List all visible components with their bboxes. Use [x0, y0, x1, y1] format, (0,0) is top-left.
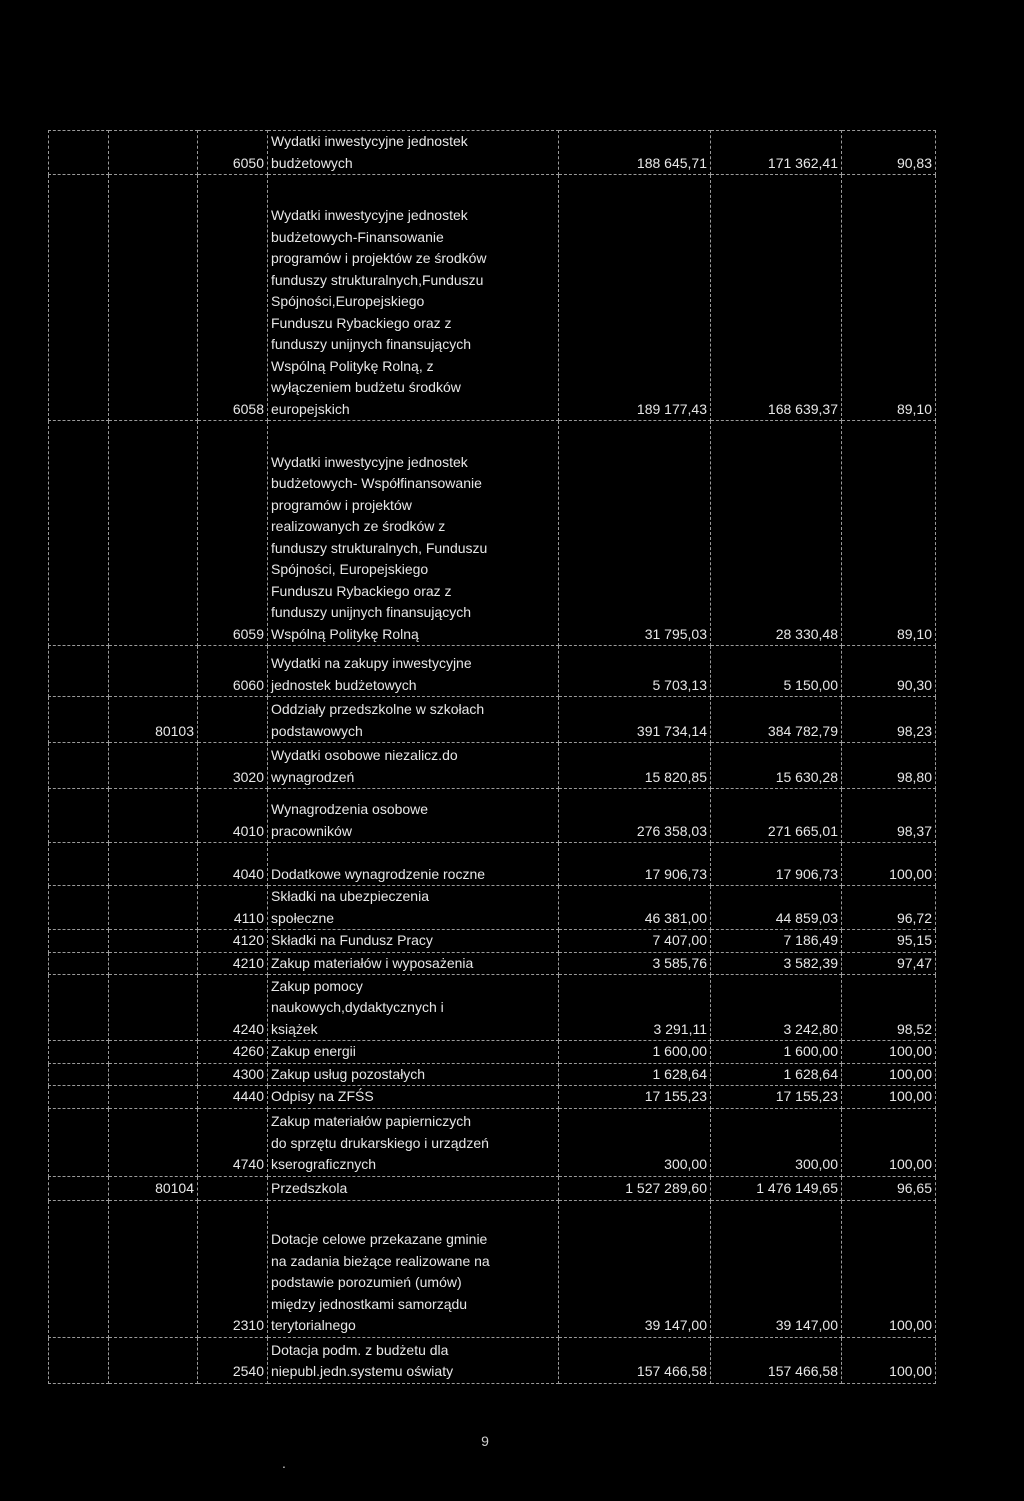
- plan-cell: 7 407,00: [559, 930, 711, 953]
- paragraf-cell: 6059: [198, 421, 268, 646]
- dzial-cell: [49, 1041, 109, 1064]
- paragraf-cell: [198, 1176, 268, 1200]
- procent-cell: 100,00: [842, 1200, 936, 1337]
- nazwa-cell: Zakup pomocy naukowych,dydaktycznych i książek: [268, 975, 559, 1041]
- table-row: [49, 1041, 936, 1064]
- paragraf-cell: 2540: [198, 1337, 268, 1383]
- dzial-cell: [49, 1200, 109, 1337]
- rozdzial-cell: [109, 952, 198, 975]
- rozdzial-cell: [109, 1108, 198, 1176]
- dzial-cell: [49, 421, 109, 646]
- wykonanie-cell: 44 859,03: [711, 886, 842, 930]
- dzial-cell: [49, 789, 109, 843]
- rozdzial-cell: [109, 743, 198, 789]
- paragraf-cell: 4210: [198, 952, 268, 975]
- procent-cell: 89,10: [842, 175, 936, 421]
- paragraf-cell: 4440: [198, 1086, 268, 1109]
- plan-cell: 3 291,11: [559, 975, 711, 1041]
- plan-cell: 3 585,76: [559, 952, 711, 975]
- table-row: [49, 421, 936, 646]
- wykonanie-cell: 168 639,37: [711, 175, 842, 421]
- wykonanie-cell: 17 155,23: [711, 1086, 842, 1109]
- nazwa-cell: Wydatki inwestycyjne jednostek budżetowych- Współfinansowanie programów i projektów realizowanych ze środków z funduszy strukturalnych, Funduszu Spójności, Europejskiego Funduszu Rybackiego oraz z funduszy unijnych finansujących Wspólną Politykę Rolną: [268, 421, 559, 646]
- nazwa-cell: Zakup usług pozostałych: [268, 1063, 559, 1086]
- wykonanie-cell: 271 665,01: [711, 789, 842, 843]
- paragraf-cell: [198, 697, 268, 743]
- dzial-cell: [49, 697, 109, 743]
- dzial-cell: [49, 1108, 109, 1176]
- paragraf-cell: 4110: [198, 886, 268, 930]
- procent-cell: 98,23: [842, 697, 936, 743]
- procent-cell: 98,80: [842, 743, 936, 789]
- wykonanie-cell: 1 628,64: [711, 1063, 842, 1086]
- nazwa-cell: Wydatki osobowe niezalicz.do wynagrodzeń: [268, 743, 559, 789]
- procent-cell: 90,83: [842, 131, 936, 175]
- dzial-cell: [49, 1337, 109, 1383]
- rozdzial-cell: 80104: [109, 1176, 198, 1200]
- table-row: [49, 1063, 936, 1086]
- plan-cell: 5 703,13: [559, 646, 711, 697]
- rozdzial-cell: [109, 975, 198, 1041]
- table-row: [49, 1200, 936, 1337]
- procent-cell: 100,00: [842, 1063, 936, 1086]
- table-row: [49, 175, 936, 421]
- nazwa-cell: Składki na Fundusz Pracy: [268, 930, 559, 953]
- procent-cell: 98,52: [842, 975, 936, 1041]
- plan-cell: 189 177,43: [559, 175, 711, 421]
- wykonanie-cell: 1 600,00: [711, 1041, 842, 1064]
- nazwa-cell: Wydatki na zakupy inwestycyjne jednostek budżetowych: [268, 646, 559, 697]
- nazwa-cell: Wynagrodzenia osobowe pracowników: [268, 789, 559, 843]
- table-row: [49, 131, 936, 175]
- rozdzial-cell: [109, 886, 198, 930]
- paragraf-cell: 4260: [198, 1041, 268, 1064]
- nazwa-cell: Dodatkowe wynagrodzenie roczne: [268, 843, 559, 886]
- nazwa-cell: Oddziały przedszkolne w szkołach podstawowych: [268, 697, 559, 743]
- plan-cell: 39 147,00: [559, 1200, 711, 1337]
- wykonanie-cell: 17 906,73: [711, 843, 842, 886]
- table-row: [49, 975, 936, 1041]
- dzial-cell: [49, 646, 109, 697]
- table-row: [49, 1108, 936, 1176]
- table-row: [49, 952, 936, 975]
- procent-cell: 98,37: [842, 789, 936, 843]
- wykonanie-cell: 171 362,41: [711, 131, 842, 175]
- plan-cell: 1 628,64: [559, 1063, 711, 1086]
- plan-cell: 15 820,85: [559, 743, 711, 789]
- dzial-cell: [49, 952, 109, 975]
- wykonanie-cell: 28 330,48: [711, 421, 842, 646]
- paragraf-cell: 4040: [198, 843, 268, 886]
- wykonanie-cell: 15 630,28: [711, 743, 842, 789]
- wykonanie-cell: 39 147,00: [711, 1200, 842, 1337]
- dzial-cell: [49, 743, 109, 789]
- dzial-cell: [49, 175, 109, 421]
- plan-cell: 1 527 289,60: [559, 1176, 711, 1200]
- table-row: [49, 697, 936, 743]
- procent-cell: 96,72: [842, 886, 936, 930]
- rozdzial-cell: [109, 930, 198, 953]
- procent-cell: 100,00: [842, 843, 936, 886]
- rozdzial-cell: [109, 1041, 198, 1064]
- wykonanie-cell: 7 186,49: [711, 930, 842, 953]
- rozdzial-cell: [109, 131, 198, 175]
- rozdzial-cell: [109, 421, 198, 646]
- nazwa-cell: Składki na ubezpieczenia społeczne: [268, 886, 559, 930]
- dzial-cell: [49, 975, 109, 1041]
- rozdzial-cell: [109, 1063, 198, 1086]
- rozdzial-cell: [109, 175, 198, 421]
- rozdzial-cell: [109, 789, 198, 843]
- paragraf-cell: 6060: [198, 646, 268, 697]
- rozdzial-cell: [109, 1337, 198, 1383]
- wykonanie-cell: 3 582,39: [711, 952, 842, 975]
- budget-table-body: [49, 131, 936, 1384]
- procent-cell: 95,15: [842, 930, 936, 953]
- paragraf-cell: 4010: [198, 789, 268, 843]
- table-row: [49, 1337, 936, 1383]
- procent-cell: 100,00: [842, 1086, 936, 1109]
- nazwa-cell: Przedszkola: [268, 1176, 559, 1200]
- nazwa-cell: Zakup materiałów papierniczych do sprzętu drukarskiego i urządzeń kserograficznych: [268, 1108, 559, 1176]
- wykonanie-cell: 300,00: [711, 1108, 842, 1176]
- paragraf-cell: 4740: [198, 1108, 268, 1176]
- dzial-cell: [49, 1176, 109, 1200]
- plan-cell: 46 381,00: [559, 886, 711, 930]
- wykonanie-cell: 5 150,00: [711, 646, 842, 697]
- paragraf-cell: 4120: [198, 930, 268, 953]
- procent-cell: 100,00: [842, 1108, 936, 1176]
- dzial-cell: [49, 930, 109, 953]
- nazwa-cell: Wydatki inwestycyjne jednostek budżetowych-Finansowanie programów i projektów ze środków funduszy strukturalnych,Funduszu Spójności,Europejskiego Funduszu Rybackiego oraz z funduszy unijnych finansujących Wspólną Politykę Rolną, z wyłączeniem budżetu środków europejskich: [268, 175, 559, 421]
- stray-mark: .: [282, 1455, 286, 1471]
- nazwa-cell: Zakup energii: [268, 1041, 559, 1064]
- plan-cell: 17 906,73: [559, 843, 711, 886]
- paragraf-cell: 2310: [198, 1200, 268, 1337]
- table-row: [49, 886, 936, 930]
- procent-cell: 100,00: [842, 1337, 936, 1383]
- nazwa-cell: Wydatki inwestycyjne jednostek budżetowych: [268, 131, 559, 175]
- paragraf-cell: 6058: [198, 175, 268, 421]
- dzial-cell: [49, 1063, 109, 1086]
- procent-cell: 90,30: [842, 646, 936, 697]
- dzial-cell: [49, 843, 109, 886]
- table-row: [49, 1176, 936, 1200]
- rozdzial-cell: [109, 1086, 198, 1109]
- plan-cell: 17 155,23: [559, 1086, 711, 1109]
- plan-cell: 188 645,71: [559, 131, 711, 175]
- wykonanie-cell: 384 782,79: [711, 697, 842, 743]
- procent-cell: 89,10: [842, 421, 936, 646]
- rozdzial-cell: 80103: [109, 697, 198, 743]
- plan-cell: 157 466,58: [559, 1337, 711, 1383]
- plan-cell: 300,00: [559, 1108, 711, 1176]
- paragraf-cell: 3020: [198, 743, 268, 789]
- nazwa-cell: Dotacje celowe przekazane gminie na zadania bieżące realizowane na podstawie porozumień (umów) między jednostkami samorządu terytorialnego: [268, 1200, 559, 1337]
- rozdzial-cell: [109, 843, 198, 886]
- nazwa-cell: Dotacja podm. z budżetu dla niepubl.jedn.systemu oświaty: [268, 1337, 559, 1383]
- wykonanie-cell: 1 476 149,65: [711, 1176, 842, 1200]
- wykonanie-cell: 3 242,80: [711, 975, 842, 1041]
- paragraf-cell: 6050: [198, 131, 268, 175]
- table-row: [49, 1086, 936, 1109]
- table-row: [49, 743, 936, 789]
- dzial-cell: [49, 886, 109, 930]
- nazwa-cell: Zakup materiałów i wyposażenia: [268, 952, 559, 975]
- procent-cell: 97,47: [842, 952, 936, 975]
- plan-cell: 391 734,14: [559, 697, 711, 743]
- procent-cell: 100,00: [842, 1041, 936, 1064]
- plan-cell: 276 358,03: [559, 789, 711, 843]
- dzial-cell: [49, 1086, 109, 1109]
- rozdzial-cell: [109, 1200, 198, 1337]
- table-row: [49, 789, 936, 843]
- paragraf-cell: 4240: [198, 975, 268, 1041]
- wykonanie-cell: 157 466,58: [711, 1337, 842, 1383]
- budget-table: [48, 130, 936, 1384]
- page-number: 9: [481, 1433, 489, 1449]
- nazwa-cell: Odpisy na ZFŚS: [268, 1086, 559, 1109]
- plan-cell: 31 795,03: [559, 421, 711, 646]
- plan-cell: 1 600,00: [559, 1041, 711, 1064]
- paragraf-cell: 4300: [198, 1063, 268, 1086]
- rozdzial-cell: [109, 646, 198, 697]
- procent-cell: 96,65: [842, 1176, 936, 1200]
- table-row: [49, 646, 936, 697]
- table-row: [49, 930, 936, 953]
- table-row: [49, 843, 936, 886]
- dzial-cell: [49, 131, 109, 175]
